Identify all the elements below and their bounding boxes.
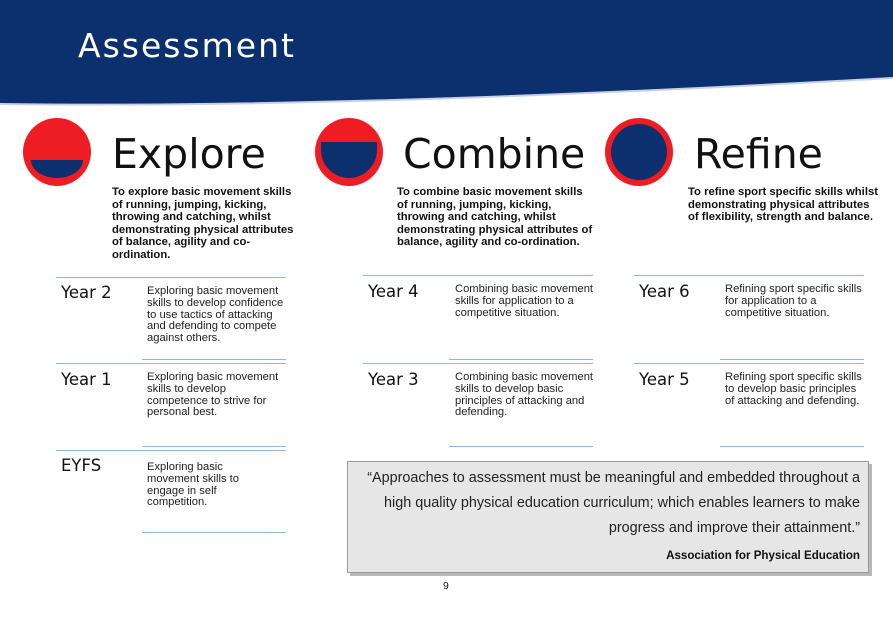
year-description: Exploring basic movement skills to engage in self competition. [147, 461, 240, 509]
quote-text: “Approaches to assessment must be meaningful and embedded throughout a high quality physical education curriculum; which enables learners to make progress and improve their attainment.” [367, 470, 860, 536]
year-label: Year 4 [368, 282, 419, 301]
divider-rule [720, 446, 864, 447]
divider-rule [720, 359, 864, 360]
year-description: Combining basic movement skills for application to a competitive situation. [455, 283, 594, 319]
divider-rule [56, 450, 286, 451]
year-label: Year 2 [61, 283, 112, 302]
year-label: Year 6 [639, 282, 690, 301]
year-description: Exploring basic movement skills to develop competence to strive for personal best. [147, 371, 279, 419]
divider-rule [449, 446, 593, 447]
stage-title-refine: Refine [694, 130, 823, 178]
year-label: Year 1 [61, 370, 112, 389]
stage-description-refine: To refine sport specific skills whilst demonstrating physical attributes of flexibility, strength and balance. [688, 186, 879, 224]
stage-description-explore: To explore basic movement skills of running, jumping, kicking, throwing and catching, whilst demonstrating physical attributes of balance, agility and co-ordination. [112, 186, 294, 261]
year-label: Year 3 [368, 370, 419, 389]
stage-description-combine: To combine basic movement skills of running, jumping, kicking, throwing and catching, whilst demonstrating physical attributes of balance, agility and co-ordination. [397, 186, 593, 249]
stage-title-explore: Explore [112, 130, 266, 178]
year-label: Year 5 [639, 370, 690, 389]
half-filled-circle-icon [21, 116, 93, 188]
divider-rule [449, 359, 593, 360]
divider-rule [142, 532, 286, 533]
divider-rule [634, 363, 864, 364]
page-title: Assessment [78, 26, 296, 65]
divider-rule [363, 363, 593, 364]
stage-title-combine: Combine [403, 130, 586, 178]
year-description: Refining sport specific skills to develop basic principles of attacking and defending. [725, 371, 862, 407]
quote-author: Association for Physical Education [666, 549, 860, 562]
page-number: 9 [443, 580, 449, 592]
year-description: Exploring basic movement skills to develop confidence to use tactics of attacking and defending to compete against others. [147, 285, 284, 345]
year-description: Combining basic movement skills to develop basic principles of attacking and defending. [455, 371, 594, 419]
divider-rule [56, 363, 286, 364]
divider-rule [363, 275, 593, 276]
divider-rule [56, 277, 286, 278]
mostly-filled-circle-icon [313, 116, 385, 188]
year-description: Refining sport specific skills for application to a competitive situation. [725, 283, 862, 319]
divider-rule [142, 446, 286, 447]
year-label: EYFS [61, 456, 102, 475]
divider-rule [634, 275, 864, 276]
quote-box [347, 461, 869, 573]
divider-rule [142, 359, 286, 360]
filled-circle-icon [603, 116, 675, 188]
